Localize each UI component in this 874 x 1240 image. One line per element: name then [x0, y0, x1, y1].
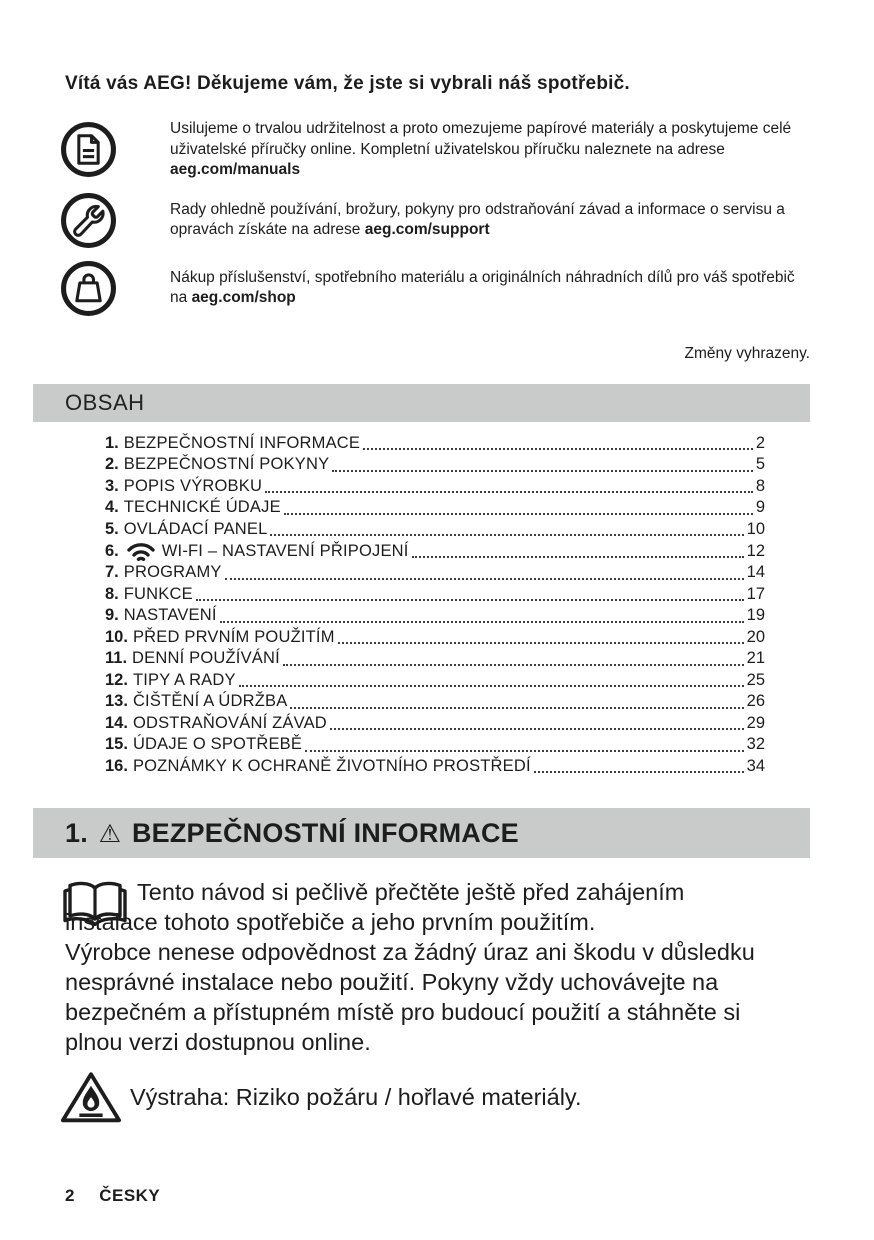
toc-leader-dots [332, 470, 753, 472]
toc-item-label: ČIŠTĚNÍ A ÚDRŽBA [132, 692, 288, 710]
toc-item-page: 17 [746, 584, 765, 603]
toc-item [105, 627, 765, 649]
toc-item-page: 9 [755, 498, 765, 516]
toc-item [105, 648, 765, 670]
toc-item [105, 562, 765, 584]
toc-leader-dots [534, 771, 744, 773]
intro-text-manuals-body: Usilujeme o trvalou udržitelnost a proto omezujeme papírové materiály a poskytujeme celé uživatelské příručky online. Kompletní uživatelskou příručku naleznete na adrese [170, 120, 792, 158]
toc-item-page: 5 [755, 455, 765, 473]
toc-leader-dots [284, 513, 753, 515]
toc-item-number: 10. [105, 627, 128, 646]
intro-text-support [170, 200, 812, 241]
shop-bag-icon [60, 260, 117, 317]
toc-item-page: 8 [755, 476, 765, 495]
section-number: 1. [65, 817, 88, 848]
intro-row-shop [0, 260, 874, 317]
fire-hazard-icon [60, 1070, 122, 1125]
section-body [65, 877, 777, 1057]
toc-item-label: POPIS VÝROBKU [123, 476, 263, 495]
shop-url: aeg.com/shop [191, 289, 296, 306]
toc-item [105, 670, 765, 692]
section-heading [65, 818, 519, 849]
toc-list [105, 433, 765, 778]
intro-text-manuals [170, 119, 812, 181]
toc-item-number: 15. [105, 735, 128, 753]
wifi-icon [126, 540, 156, 561]
page-title: Vítá vás AEG! Děkujeme vám, že jste si vybrali náš spotřebič. [65, 73, 630, 94]
toc-leader-dots [196, 599, 744, 601]
toc-item-label: TIPY A RADY [132, 670, 236, 689]
toc-leader-dots [283, 664, 744, 666]
toc-header-band [33, 384, 810, 422]
toc-item-page: 29 [746, 713, 765, 732]
toc-leader-dots [270, 534, 743, 536]
changes-reserved-note: Změny vyhrazeny. [684, 344, 810, 362]
manuals-url: aeg.com/manuals [170, 161, 301, 178]
toc-item [105, 433, 765, 455]
toc-item-label: FUNKCE [123, 584, 193, 603]
toc-item-page: 14 [746, 563, 765, 581]
toc-item [105, 756, 765, 778]
intro-row-support [0, 192, 874, 249]
toc-item-number: 14. [105, 713, 128, 732]
toc-item-label: NASTAVENÍ [123, 606, 217, 624]
toc-header: OBSAH [65, 389, 145, 415]
toc-item-number: 6. [105, 541, 119, 560]
toc-item-number: 13. [105, 692, 128, 710]
toc-item-number: 2. [105, 455, 119, 473]
toc-item-number: 3. [105, 476, 119, 495]
toc-item [105, 605, 765, 627]
toc-item [105, 540, 765, 562]
manual-document-icon [60, 121, 117, 178]
toc-leader-dots [330, 728, 744, 730]
open-book-icon [62, 879, 128, 926]
toc-leader-dots [363, 448, 753, 450]
toc-leader-dots [225, 578, 744, 580]
toc-leader-dots [305, 750, 744, 752]
toc-item-number: 1. [105, 433, 119, 452]
toc-item [105, 454, 765, 476]
toc-item-number: 5. [105, 519, 119, 538]
toc-item-number: 16. [105, 756, 128, 775]
toc-item [105, 584, 765, 606]
toc-item [105, 497, 765, 519]
warning-triangle-icon: ⚠ [98, 819, 122, 848]
toc-item-page: 32 [746, 735, 765, 753]
section-heading-band [33, 808, 810, 858]
toc-item-label: TECHNICKÉ ÚDAJE [123, 498, 281, 516]
toc-item-page: 20 [746, 627, 765, 646]
toc-item-page: 2 [755, 433, 765, 452]
intro-text-shop-body: Nákup příslušenství, spotřebního materiálu a originálních náhradních dílů pro váš spotřebič na [170, 268, 795, 306]
toc-item-label: DENNÍ POUŽÍVÁNÍ [132, 649, 280, 667]
toc-leader-dots [412, 556, 744, 558]
toc-item-label: ÚDAJE O SPOTŘEBĚ [132, 735, 303, 753]
toc-item-label: BEZPEČNOSTNÍ POKYNY [123, 455, 330, 473]
toc-item-label: PROGRAMY [123, 563, 222, 581]
toc-item-page: 26 [746, 692, 765, 710]
toc-item [105, 713, 765, 735]
toc-item-page: 25 [746, 670, 765, 689]
intro-text-shop [170, 268, 812, 309]
toc-item [105, 734, 765, 756]
toc-item-page: 19 [746, 606, 765, 624]
service-wrench-icon [60, 192, 117, 249]
safety-paragraph-1: Tento návod si pečlivě přečtěte ještě před zahájením instalace tohoto spotřebiče a jeho prvním použitím. [65, 879, 685, 935]
toc-item-page: 34 [746, 756, 765, 775]
toc-leader-dots [220, 621, 744, 623]
toc-item-page: 10 [746, 519, 765, 538]
toc-item-label: OVLÁDACÍ PANEL [123, 519, 268, 538]
footer-page-number: 2 [65, 1186, 75, 1205]
toc-leader-dots [290, 707, 743, 709]
fire-warning-text: Výstraha: Riziko požáru / hořlavé materiály. [130, 1084, 582, 1110]
toc-item-page: 21 [746, 649, 765, 667]
toc-item-label: PŘED PRVNÍM POUŽITÍM [132, 627, 335, 646]
intro-section [0, 119, 874, 317]
toc-item-label: ODSTRAŇOVÁNÍ ZÁVAD [132, 713, 327, 732]
toc-item-page: 12 [746, 541, 765, 560]
safety-paragraph-2: Výrobce nenese odpovědnost za žádný úraz ani škodu v důsledku nesprávné instalace nebo použití. Pokyny vždy uchovávejte na bezpečném a přístupném místě pro budoucí použití a stáhněte si plnou verzi dostupnou online. [65, 939, 755, 1055]
footer-language-label: ČESKY [99, 1186, 161, 1205]
page-footer [65, 1186, 160, 1206]
toc-item [105, 476, 765, 498]
toc-item-number: 8. [105, 584, 119, 603]
intro-row-manuals [0, 119, 874, 181]
toc-item-number: 9. [105, 606, 119, 624]
support-url: aeg.com/support [364, 221, 490, 238]
toc-leader-dots [338, 642, 744, 644]
toc-item-number: 11. [105, 649, 128, 667]
toc-item-number: 12. [105, 670, 128, 689]
toc-item-number: 4. [105, 498, 119, 516]
toc-item-number: 7. [105, 563, 119, 581]
toc-item-label: WI-FI – NASTAVENÍ PŘIPOJENÍ [161, 541, 409, 560]
intro-text-support-body: Rady ohledně používání, brožury, pokyny pro odstraňování závad a informace o servisu a opravách získáte na adrese [170, 200, 785, 238]
toc-leader-dots [265, 491, 753, 493]
toc-leader-dots [239, 685, 744, 687]
toc-item [105, 519, 765, 541]
fire-warning-row [60, 1070, 874, 1125]
toc-item-label: POZNÁMKY K OCHRANĚ ŽIVOTNÍHO PROSTŘEDÍ [132, 756, 531, 775]
toc-item [105, 691, 765, 713]
toc-item-label: BEZPEČNOSTNÍ INFORMACE [123, 433, 361, 452]
section-title-text: BEZPEČNOSTNÍ INFORMACE [131, 817, 519, 848]
